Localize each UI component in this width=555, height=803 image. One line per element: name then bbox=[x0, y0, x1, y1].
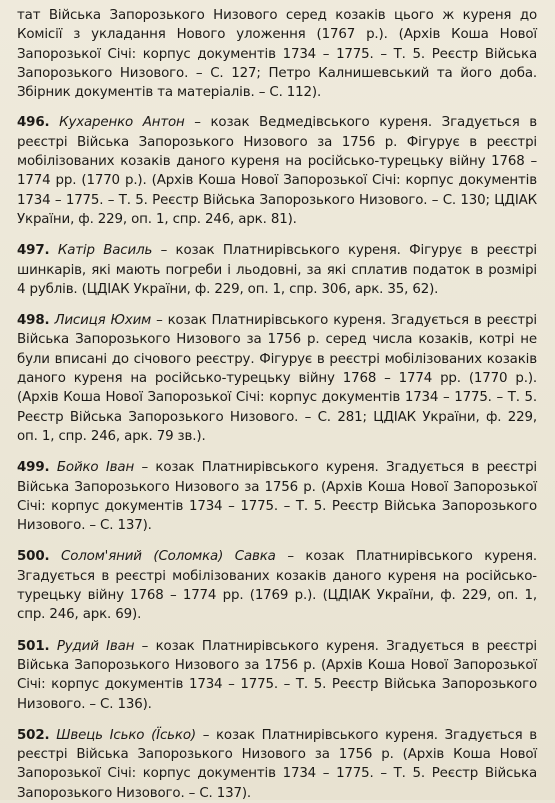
entry-502 bbox=[17, 726, 537, 803]
entry-499 bbox=[17, 458, 537, 535]
entry-body: – козак Платнирівського куреня. Згадується в реєстрі Війська Запорозького Низового за 1756 р. (Архів Коша Нової Запорозької Січі: корпус документів 1734 – 1775. – Т. 5. Реєстр Війська Запорозького Низового. – С. 137). bbox=[17, 460, 537, 534]
entry-continuation bbox=[17, 6, 537, 102]
entry-496 bbox=[17, 113, 537, 229]
entry-number: 499. bbox=[17, 460, 50, 476]
entry-body: – козак Платнирівського куреня. Згадується в реєстрі Війська Запорозького Низового за 1756 р. (Архів Коша Нової Запорозької Січі: корпус документів 1734 – 1775. – Т. 5. Реєстр Війська Запорозького Низового. – С. 136). bbox=[17, 638, 537, 712]
entry-number: 501. bbox=[17, 638, 50, 654]
entry-name: Солом'яний (Соломка) Савка bbox=[61, 549, 276, 565]
entry-name: Рудий Іван bbox=[56, 638, 135, 654]
entry-name: Бойко Іван bbox=[56, 460, 135, 476]
entry-name: Швець Ісько (Їсько) bbox=[56, 727, 196, 743]
entry-name: Лисиця Юхим bbox=[54, 313, 152, 329]
entry-name: Катір Василь bbox=[57, 243, 153, 259]
entry-498 bbox=[17, 311, 537, 446]
entry-number: 497. bbox=[17, 243, 50, 259]
entry-body: – козак Платнирівського куреня. Згадується в реєстрі Війська Запорозького Низового за 1756 р. (Архів Коша Нової Запорозької Січі: корпус документів 1734 – 1775. – Т. 5. Реєстр Війська Запорозького Низового. – С. 137). bbox=[17, 727, 537, 801]
entry-number: 502. bbox=[17, 727, 50, 743]
entry-500 bbox=[17, 547, 537, 624]
entry-501 bbox=[17, 637, 537, 714]
entry-name: Кухаренко Антон bbox=[59, 115, 185, 131]
entry-body: – козак Ведмедівського куреня. Згадується в реєстрі Війська Запорозького Низового за 1756 р. Фігурує в реєстрі мобілізованих козаків даного куреня на російсько-турецьку війну 1768 – 1774 рр. (1770 р.). (Архів Коша Нової Запорозької Січі: корпус документів 1734 – 1775. – Т. 5. Реєстр Війська Запорозького Низового. – С. 130; ЦДІАК України, ф. 229, оп. 1, спр. 246, арк. 81). bbox=[17, 115, 537, 227]
entry-497 bbox=[17, 241, 537, 299]
entry-body: – козак Платнирівського куреня. Фігурує в реєстрі шинкарів, які мають погреби і льодовні, за які сплатив податок в розмірі 4 рублів. (ЦДІАК України, ф. 229, оп. 1, спр. 306, арк. 35, 62). bbox=[17, 243, 538, 297]
entry-number: 496. bbox=[17, 115, 50, 131]
entry-body: – козак Платнирівського куреня. Згадується в реєстрі Війська Запорозького Низового за 1756 р. серед числа козаків, котрі не були вписані до січового реєстру. Фігурує в реєстрі мобілізованих козаків даного куреня на російсько-турецьку війну 1768 – 1774 рр. (1770 р.). (Архів Коша Нової Запорозької Січі: корпус документів 1734 – 1775. – Т. 5. Реєстр Війська Запорозького Низового. – С. 281; ЦДІАК України, ф. 229, оп. 1, спр. 246, арк. 79 зв.). bbox=[17, 313, 537, 444]
entry-body: тат Війська Запорозького Низового серед козаків цього ж куреня до Комісії з укладання Нового уложення (1767 р.). (Архів Коша Нової Запорозької Січі: корпус документів 1734 – 1775. – Т. 5. Реєстр Війська Запорозького Низового. – С. 127; Петро Калнишевський та його доба. Збірник документів та матеріалів. – С. 112). bbox=[17, 8, 537, 101]
entry-number: 500. bbox=[17, 549, 50, 565]
entry-number: 498. bbox=[17, 313, 50, 329]
entry-body: – козак Платнирівського куреня. Згадується в реєстрі мобілізованих козаків даного куреня на російсько-турецьку війну 1768 – 1774 рр. (1769 р.). (ЦДІАК України, ф. 229, оп. 1, спр. 246, арк. 69). bbox=[17, 549, 537, 623]
